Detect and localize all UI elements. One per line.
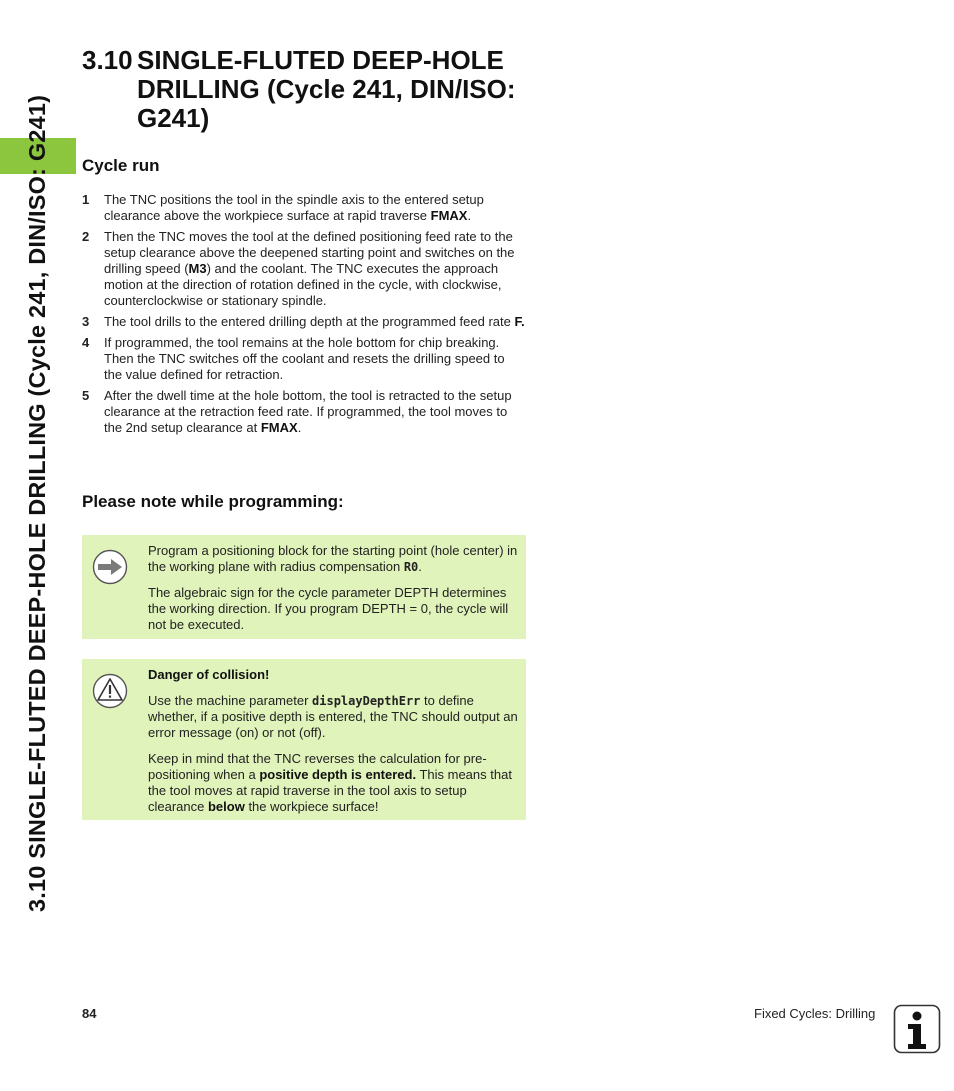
cycle-run-heading: Cycle run: [82, 156, 160, 175]
list-item: 4 If programmed, the tool remains at the hole bottom for chip breaking. Then the TNC switches off the coolant and resets the drilling speed to the value defined for retraction.: [82, 335, 505, 382]
warning-box: [82, 659, 526, 820]
warning-paragraph: Use the machine parameter displayDepthErr to define whether, if a positive depth is entered, the TNC should output an error message (on) or not (off).: [148, 693, 518, 740]
list-item: 1 The TNC positions the tool in the spindle axis to the entered setup clearance above the workpiece surface at rapid traverse FMAX.: [82, 192, 484, 223]
list-item: 3 The tool drills to the entered drilling depth at the programmed feed rate F.: [82, 314, 525, 329]
warning-icon: [92, 673, 128, 709]
note-box: [82, 535, 526, 639]
section-title: SINGLE-FLUTED DEEP-HOLE DRILLING (Cycle 241, DIN/ISO: G241): [137, 45, 516, 133]
section-number: 3.10: [82, 45, 133, 75]
footer-section-title: Fixed Cycles: Drilling: [754, 1006, 876, 1021]
cycle-run-steps: [82, 192, 526, 441]
list-item: 2 Then the TNC moves the tool at the defined positioning feed rate to the setup clearance above the deepened starting point and switches on the drilling speed (M3) and the coolant. The TNC executes the approach motion at the direction of rotation defined in the cycle, with clockwise, counterclockwise or stationary spindle.: [82, 229, 515, 308]
programming-notes-heading: Please note while programming:: [82, 492, 344, 511]
page-number: 84: [82, 1006, 97, 1021]
note-paragraph: The algebraic sign for the cycle parameter DEPTH determines the working direction. If you program DEPTH = 0, the cycle will not be executed.: [148, 585, 509, 632]
warning-title: Danger of collision!: [148, 667, 270, 682]
side-running-title: 3.10 SINGLE-FLUTED DEEP-HOLE DRILLING (Cycle 241, DIN/ISO: G241): [24, 94, 50, 912]
warning-paragraph: Keep in mind that the TNC reverses the calculation for pre-positioning when a positive depth is entered. This means that the tool moves at rapid traverse in the tool axis to setup clearance below the workpiece surface!: [148, 751, 512, 814]
note-paragraph: Program a positioning block for the starting point (hole center) in the working plane with radius compensation R0.: [148, 543, 518, 574]
info-icon: [893, 1004, 941, 1054]
list-item: 5 After the dwell time at the hole bottom, the tool is retracted to the setup clearance at the retraction feed rate. If programmed, the tool moves to the 2nd setup clearance at FMAX.: [82, 388, 512, 435]
arrow-right-icon: [92, 549, 128, 585]
